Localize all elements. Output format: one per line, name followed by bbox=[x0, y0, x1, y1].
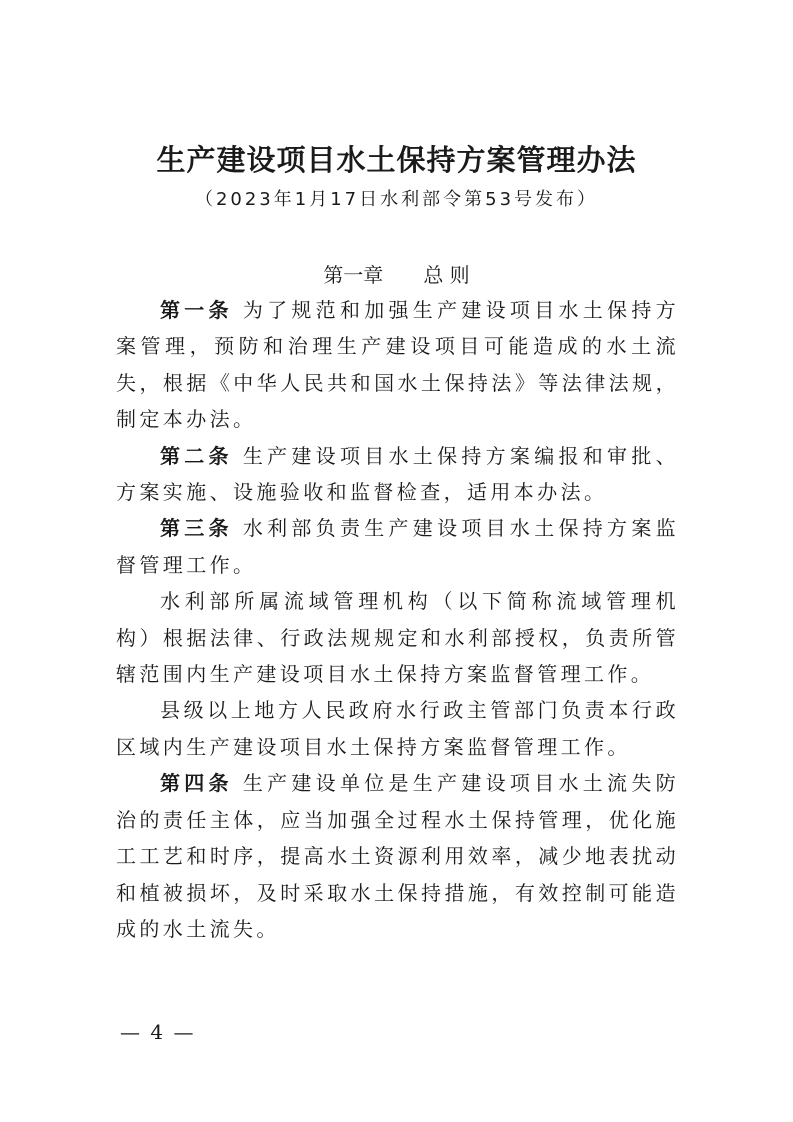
article-text: 生产建设单位是生产建设项目水土流失防治的责任主体，应当加强全过程水土保持管理，优化施工工艺和时序，提高水土资源利用效率，减少地表扰动和植被损坏，及时采取水土保持措施，有效控制可能造成的水土流失。 bbox=[116, 771, 679, 941]
chapter-number: 第一章 bbox=[323, 263, 384, 287]
article-text: 生产建设项目水土保持方案编报和审批、方案实施、设施验收和监督检查，适用本办法。 bbox=[116, 443, 679, 505]
document-body bbox=[116, 292, 679, 947]
article-text: 水利部所属流域管理机构（以下简称流域管理机构）根据法律、行政法规规定和水利部授权，负责所管辖范围内生产建设项目水土保持方案监督管理工作。 bbox=[116, 589, 679, 687]
paragraph-article-3-clause-3 bbox=[116, 692, 679, 765]
paragraph-article-3 bbox=[116, 510, 679, 583]
paragraph-article-4 bbox=[116, 765, 679, 947]
article-text: 水利部负责生产建设项目水土保持方案监督管理工作。 bbox=[116, 516, 679, 577]
article-text: 县级以上地方人民政府水行政主管部门负责本行政区域内生产建设项目水土保持方案监督管理工作。 bbox=[116, 698, 679, 759]
paragraph-article-2 bbox=[116, 438, 679, 511]
article-label: 第四条 bbox=[160, 771, 233, 796]
paragraph-article-1 bbox=[116, 292, 679, 438]
document-title: 生产建设项目水土保持方案管理办法 bbox=[156, 143, 637, 177]
page-number: — 4 — bbox=[120, 1020, 196, 1044]
document-subtitle: （2023年1月17日水利部令第53号发布） bbox=[194, 189, 599, 210]
article-text: 为了规范和加强生产建设项目水土保持方案管理，预防和治理生产建设项目可能造成的水土流失，根据《中华人民共和国水土保持法》等法律法规，制定本办法。 bbox=[116, 298, 679, 432]
article-label: 第二条 bbox=[160, 443, 233, 468]
article-label: 第三条 bbox=[160, 516, 233, 541]
paragraph-article-3-clause-2 bbox=[116, 583, 679, 692]
article-label: 第一条 bbox=[160, 298, 233, 322]
chapter-heading bbox=[0, 259, 793, 291]
chapter-name: 总 则 bbox=[423, 263, 470, 287]
